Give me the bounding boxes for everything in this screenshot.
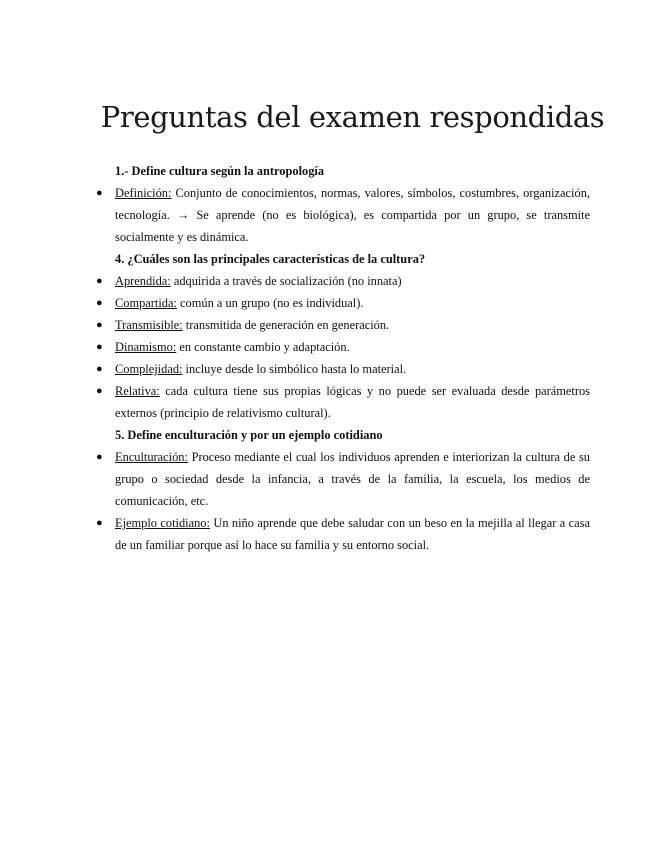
question-heading: 1.- Define cultura según la antropología — [115, 164, 325, 178]
term-label: Aprendida: — [115, 274, 171, 288]
item-text: incluye desde lo simbólico hasta lo material. — [182, 362, 407, 376]
bullet-icon: ● — [96, 517, 103, 529]
item-text: Proceso mediante el cual los individuos aprenden e interiorizan la cultura de su grupo o sociedad desde la infancia, a través de la familia, la escuela, los medios de comunicación, etc. — [115, 450, 590, 508]
document-body — [0, 160, 655, 556]
list-item — [96, 446, 590, 512]
list-item — [96, 314, 590, 336]
bullet-icon: ● — [96, 297, 103, 309]
list-item — [96, 182, 590, 248]
page-title: Preguntas del examen respondidas — [100, 100, 605, 134]
item-text: transmitida de generación en generación. — [182, 318, 390, 332]
bullet-icon: ● — [96, 319, 103, 331]
bullet-icon: ● — [96, 385, 103, 397]
item-text: Un niño aprende que debe saludar con un beso en la mejilla al llegar a casa de un familiar porque así lo hace su familia y su entorno social. — [115, 516, 590, 552]
term-label: Enculturación: — [115, 450, 188, 464]
item-text: adquirida a través de socialización (no innata) — [170, 274, 402, 288]
answer-list — [0, 270, 655, 424]
term-label: Compartida: — [115, 296, 177, 310]
bullet-icon: ● — [96, 341, 103, 353]
term-label: Transmisible: — [115, 318, 183, 332]
item-text: en constante cambio y adaptación. — [176, 340, 350, 354]
answer-list — [0, 446, 655, 556]
bullet-icon: ● — [96, 187, 103, 199]
bullet-icon: ● — [96, 451, 103, 463]
bullet-icon: ● — [96, 363, 103, 375]
term-label: Ejemplo cotidiano: — [115, 516, 210, 530]
term-label: Definición: — [115, 186, 172, 200]
term-label: Dinamismo: — [115, 340, 177, 354]
list-item — [96, 380, 590, 424]
list-item — [96, 336, 590, 358]
answer-list — [0, 182, 655, 248]
list-item — [96, 358, 590, 380]
bullet-icon: ● — [96, 275, 103, 287]
term-label: Relativa: — [115, 384, 160, 398]
list-item — [96, 512, 590, 556]
item-text: común a un grupo (no es individual). — [176, 296, 364, 310]
list-item — [96, 270, 590, 292]
question-heading: 4. ¿Cuáles son las principales características de la cultura? — [115, 252, 426, 266]
term-label: Complejidad: — [115, 362, 183, 376]
list-item — [96, 292, 590, 314]
question-heading: 5. Define enculturación y por un ejemplo cotidiano — [115, 428, 383, 442]
item-text: cada cultura tiene sus propias lógicas y no puede ser evaluada desde parámetros externos (principio de relativismo cultural). — [115, 384, 590, 420]
item-text: Conjunto de conocimientos, normas, valores, símbolos, costumbres, organización, tecnología. → Se aprende (no es biológica), es compartida por un grupo, se transmite socialmente y es dinámica. — [115, 186, 590, 244]
